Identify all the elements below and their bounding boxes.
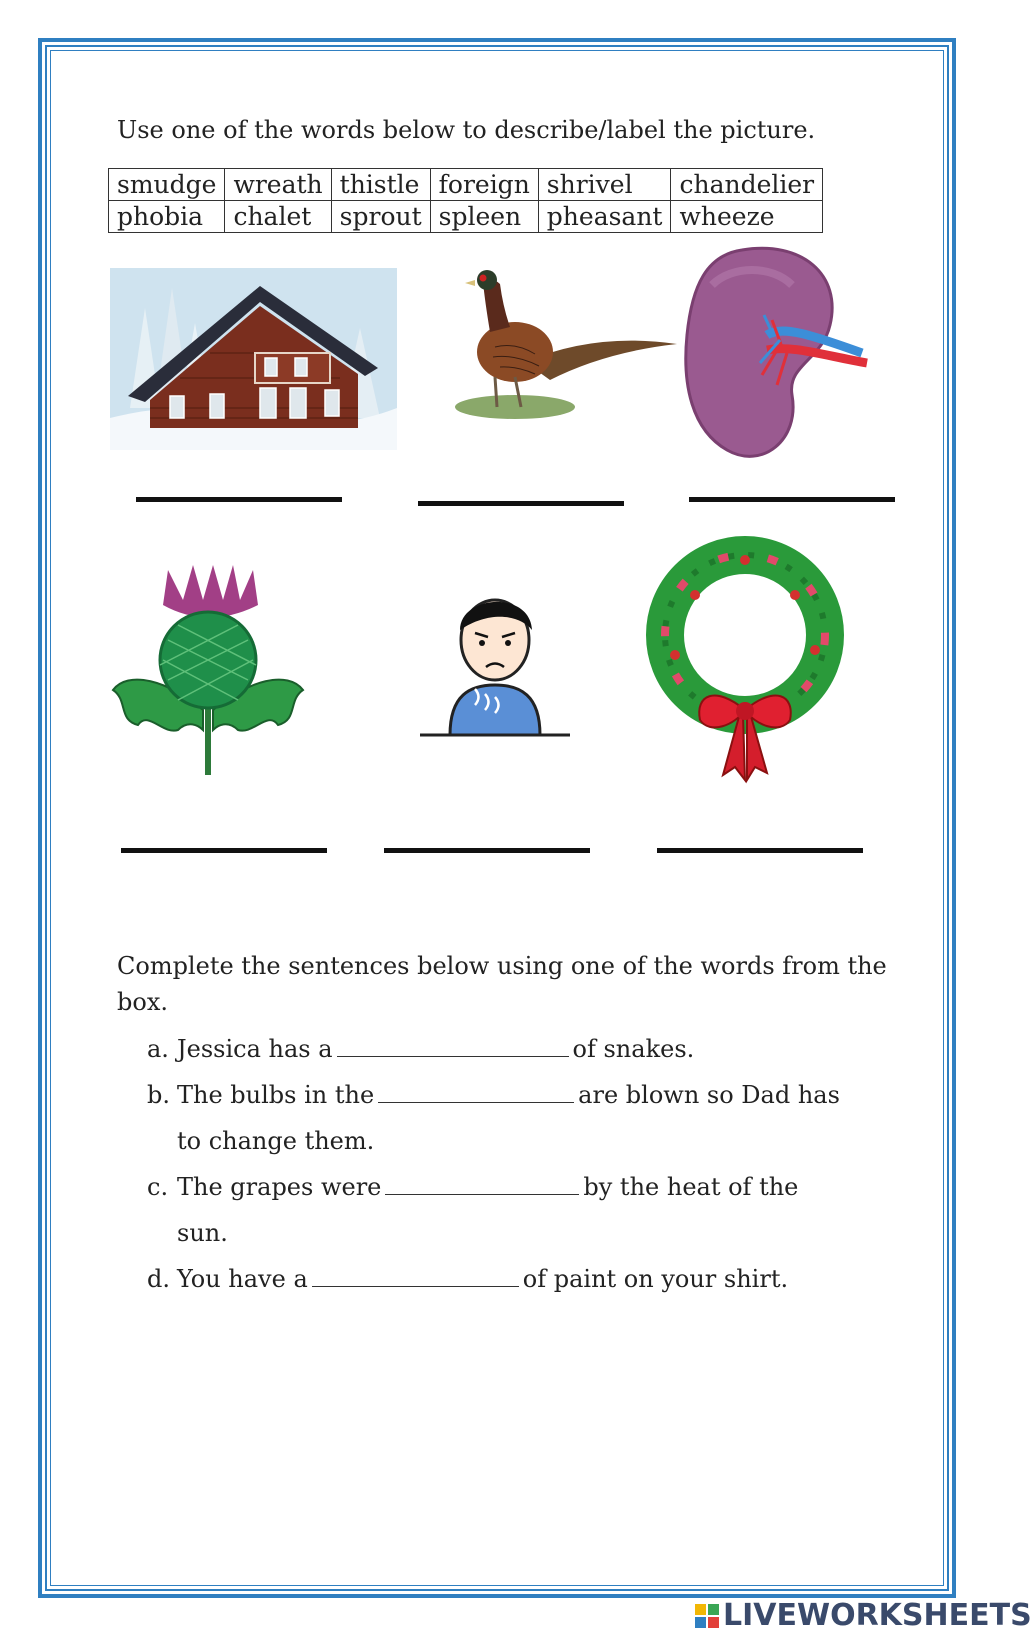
wreath-icon [635,535,855,785]
liveworksheets-brand [695,1598,1032,1633]
answer-line[interactable] [384,848,590,853]
sentence-text-before: The grapes were [177,1173,382,1201]
sentence-text-before: The bulbs in the [177,1081,375,1109]
fill-in-blank[interactable] [312,1258,519,1287]
sentence-text-before: Jessica has a [177,1035,333,1063]
word-cell: thistle [331,169,430,201]
word-cell: pheasant [538,201,671,233]
word-cell: wheeze [671,201,823,233]
chalet-icon [110,268,397,450]
instruction-label-pictures: Use one of the words below to describe/label the picture. [117,116,816,144]
wheeze-icon [420,585,570,750]
instruction-complete-sentences: Complete the sentences below using one of the words from the box. [117,952,887,1016]
answer-line[interactable] [689,497,895,502]
word-cell: chandelier [671,169,823,201]
answer-line[interactable] [136,497,342,502]
word-cell: phobia [109,201,225,233]
word-cell: foreign [430,169,538,201]
word-cell: sprout [331,201,430,233]
sentence-a [147,1026,840,1072]
fill-in-blank[interactable] [337,1028,569,1057]
answer-line[interactable] [121,848,327,853]
brand-name: LIVEWORKSHEETS [723,1598,1032,1633]
answer-line[interactable] [418,501,624,506]
sentence-text-after: by the heat of the [583,1173,799,1201]
word-box-row [109,201,823,233]
liveworksheets-logo-icon [695,1604,719,1628]
word-cell: spleen [430,201,538,233]
sentence-text-after: are blown so Dad has [578,1081,840,1109]
answer-line[interactable] [657,848,863,853]
sentence-label: d. [147,1265,170,1293]
fill-in-blank[interactable] [378,1074,574,1103]
fill-in-blank[interactable] [385,1166,579,1195]
spleen-icon [682,245,882,465]
word-cell: chalet [225,201,331,233]
sentence-c-continuation: sun. [177,1219,228,1247]
sentence-text-after: of paint on your shirt. [522,1265,789,1293]
sentence-label: c. [147,1173,169,1201]
sentence-list [147,1026,840,1302]
thistle-icon [108,560,308,780]
sentence-b-continuation: to change them. [177,1127,375,1155]
sentence-label: b. [147,1081,170,1109]
word-cell: shrivel [538,169,671,201]
word-box-row [109,169,823,201]
word-box [108,168,823,233]
sentence-text-before: You have a [177,1265,308,1293]
pheasant-icon [455,262,680,427]
sentence-b [147,1072,840,1118]
sentence-label: a. [147,1035,169,1063]
word-cell: wreath [225,169,331,201]
sentence-c [147,1164,840,1210]
sentence-d [147,1256,840,1302]
word-cell: smudge [109,169,225,201]
sentence-text-after: of snakes. [572,1035,695,1063]
